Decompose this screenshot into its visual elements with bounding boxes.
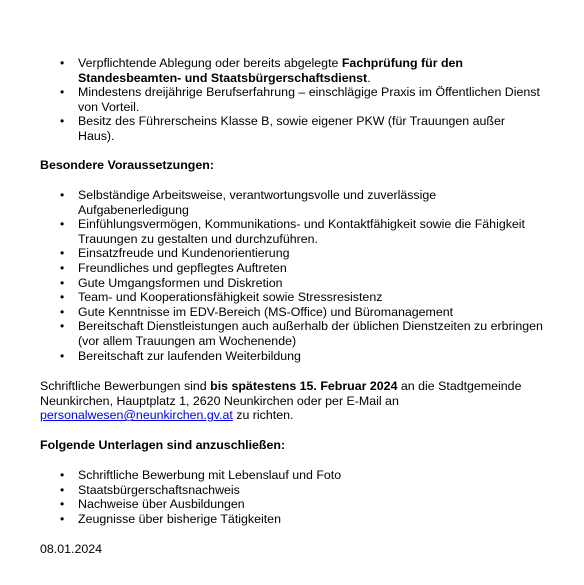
document-date: 08.01.2024 <box>40 542 103 556</box>
list-item: • Bereitschaft zur laufenden Weiterbildung <box>0 349 584 364</box>
special-requirements-heading: Besondere Voraussetzungen: <box>40 158 214 172</box>
list-item: • Bereitschaft Dienstleistungen auch außerhalb der üblichen Dienstzeiten zu erbringen (vor allem Trauungen am Wochenende) <box>0 319 584 348</box>
list-item: • Team- und Kooperationsfähigkeit sowie Stressresistenz <box>0 290 584 305</box>
list-item: • Mindestens dreijährige Berufserfahrung – einschlägige Praxis im Öffentlichen Dienst von Vorteil. <box>0 85 584 114</box>
list-item: • Staatsbürgerschaftsnachweis <box>0 483 584 498</box>
list-item: • Gute Kenntnisse im EDV-Bereich (MS-Office) und Büromanagement <box>0 305 584 320</box>
list-item: • Verpflichtende Ablegung oder bereits abgelegte Fachprüfung für den Standesbeamten- und Staatsbürgerschaftsdienst. <box>0 56 584 85</box>
requirements-list <box>0 56 584 144</box>
list-item: • Freundliches und gepflegtes Auftreten <box>0 261 584 276</box>
list-item: • Schriftliche Bewerbung mit Lebenslauf und Foto <box>0 468 584 483</box>
list-item: • Nachweise über Ausbildungen <box>0 497 584 512</box>
documents-list <box>0 468 584 526</box>
special-requirements-list <box>0 188 584 363</box>
list-item: • Einsatzfreude und Kundenorientierung <box>0 246 584 261</box>
list-item: • Selbständige Arbeitsweise, verantwortungsvolle und zuverlässige Aufgabenerledigung <box>0 188 584 217</box>
list-item: • Gute Umgangsformen und Diskretion <box>0 276 584 291</box>
list-item: • Zeugnisse über bisherige Tätigkeiten <box>0 512 584 527</box>
email-link[interactable]: personalwesen@neunkirchen.gv.at <box>40 408 233 423</box>
documents-heading: Folgende Unterlagen sind anzuschließen: <box>40 438 286 452</box>
deadline: bis spätestens 15. Februar 2024 <box>210 379 398 393</box>
list-item: • Einfühlungsvermögen, Kommunikations- und Kontaktfähigkeit sowie die Fähigkeit Trauungen zu gestalten und durchzuführen. <box>0 217 584 246</box>
application-paragraph: Schriftliche Bewerbungen sind bis spätestens 15. Februar 2024 an die Stadtgemeinde Neunkirchen, Hauptplatz 1, 2620 Neunkirchen oder per E-Mail an personalwesen@neunkirchen.gv.at zu richten. <box>40 379 522 423</box>
list-item: • Besitz des Führerscheins Klasse B, sowie eigener PKW (für Trauungen außer Haus). <box>0 114 584 143</box>
